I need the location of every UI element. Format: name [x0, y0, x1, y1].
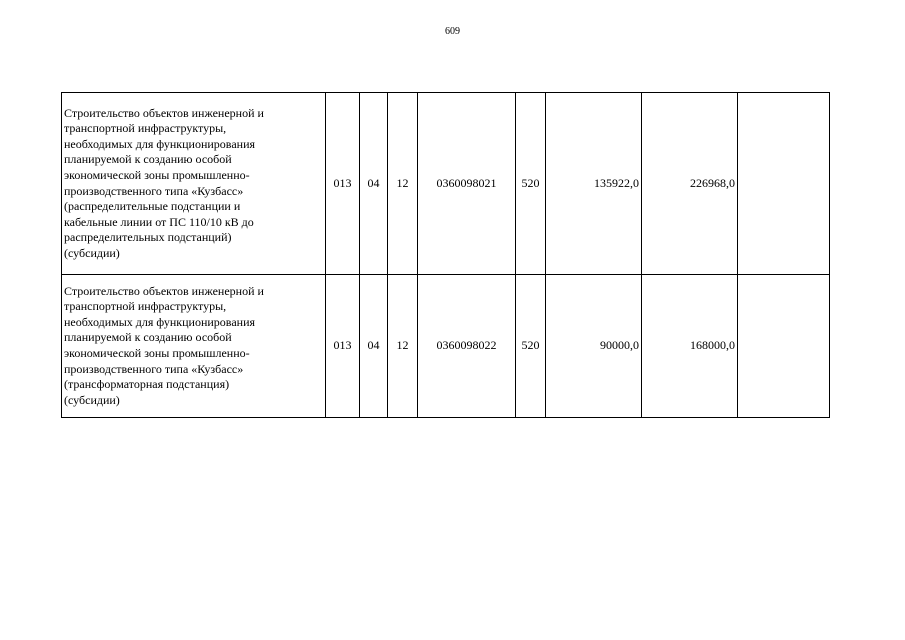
ministry-code-cell: 013 [326, 275, 360, 418]
section-code-cell: 04 [360, 275, 388, 418]
section-code-cell: 04 [360, 93, 388, 275]
page-number: 609 [445, 26, 460, 37]
subsection-code-cell: 12 [388, 93, 418, 275]
expense-type-cell: 520 [516, 275, 546, 418]
row-name-cell: Строительство объектов инженерной и транспортной инфраструктуры, необходимых для функционирования планируемой к созданию особой экономической зоны промышленно- производственного типа «Кузбасс» (распределительные подстанции и кабельные линии от ПС 110/10 кВ до распределительных подстанций) (субсидии) [62, 93, 326, 275]
target-article-cell: 0360098022 [418, 275, 516, 418]
expense-type-cell: 520 [516, 93, 546, 275]
row-name-cell: Строительство объектов инженерной и транспортной инфраструктуры, необходимых для функционирования планируемой к созданию особой экономической зоны промышленно- производственного типа «Кузбасс» (трансформаторная подстанция) (субсидии) [62, 275, 326, 418]
sum-cell-2: 226968,0 [642, 93, 738, 275]
table-row [62, 93, 830, 275]
sum-cell-1: 90000,0 [546, 275, 642, 418]
sum-cell-3 [738, 275, 830, 418]
sum-cell-2: 168000,0 [642, 275, 738, 418]
sum-cell-3 [738, 93, 830, 275]
ministry-code-cell: 013 [326, 93, 360, 275]
subsection-code-cell: 12 [388, 275, 418, 418]
budget-table [61, 92, 830, 418]
table-row [62, 275, 830, 418]
sum-cell-1: 135922,0 [546, 93, 642, 275]
target-article-cell: 0360098021 [418, 93, 516, 275]
